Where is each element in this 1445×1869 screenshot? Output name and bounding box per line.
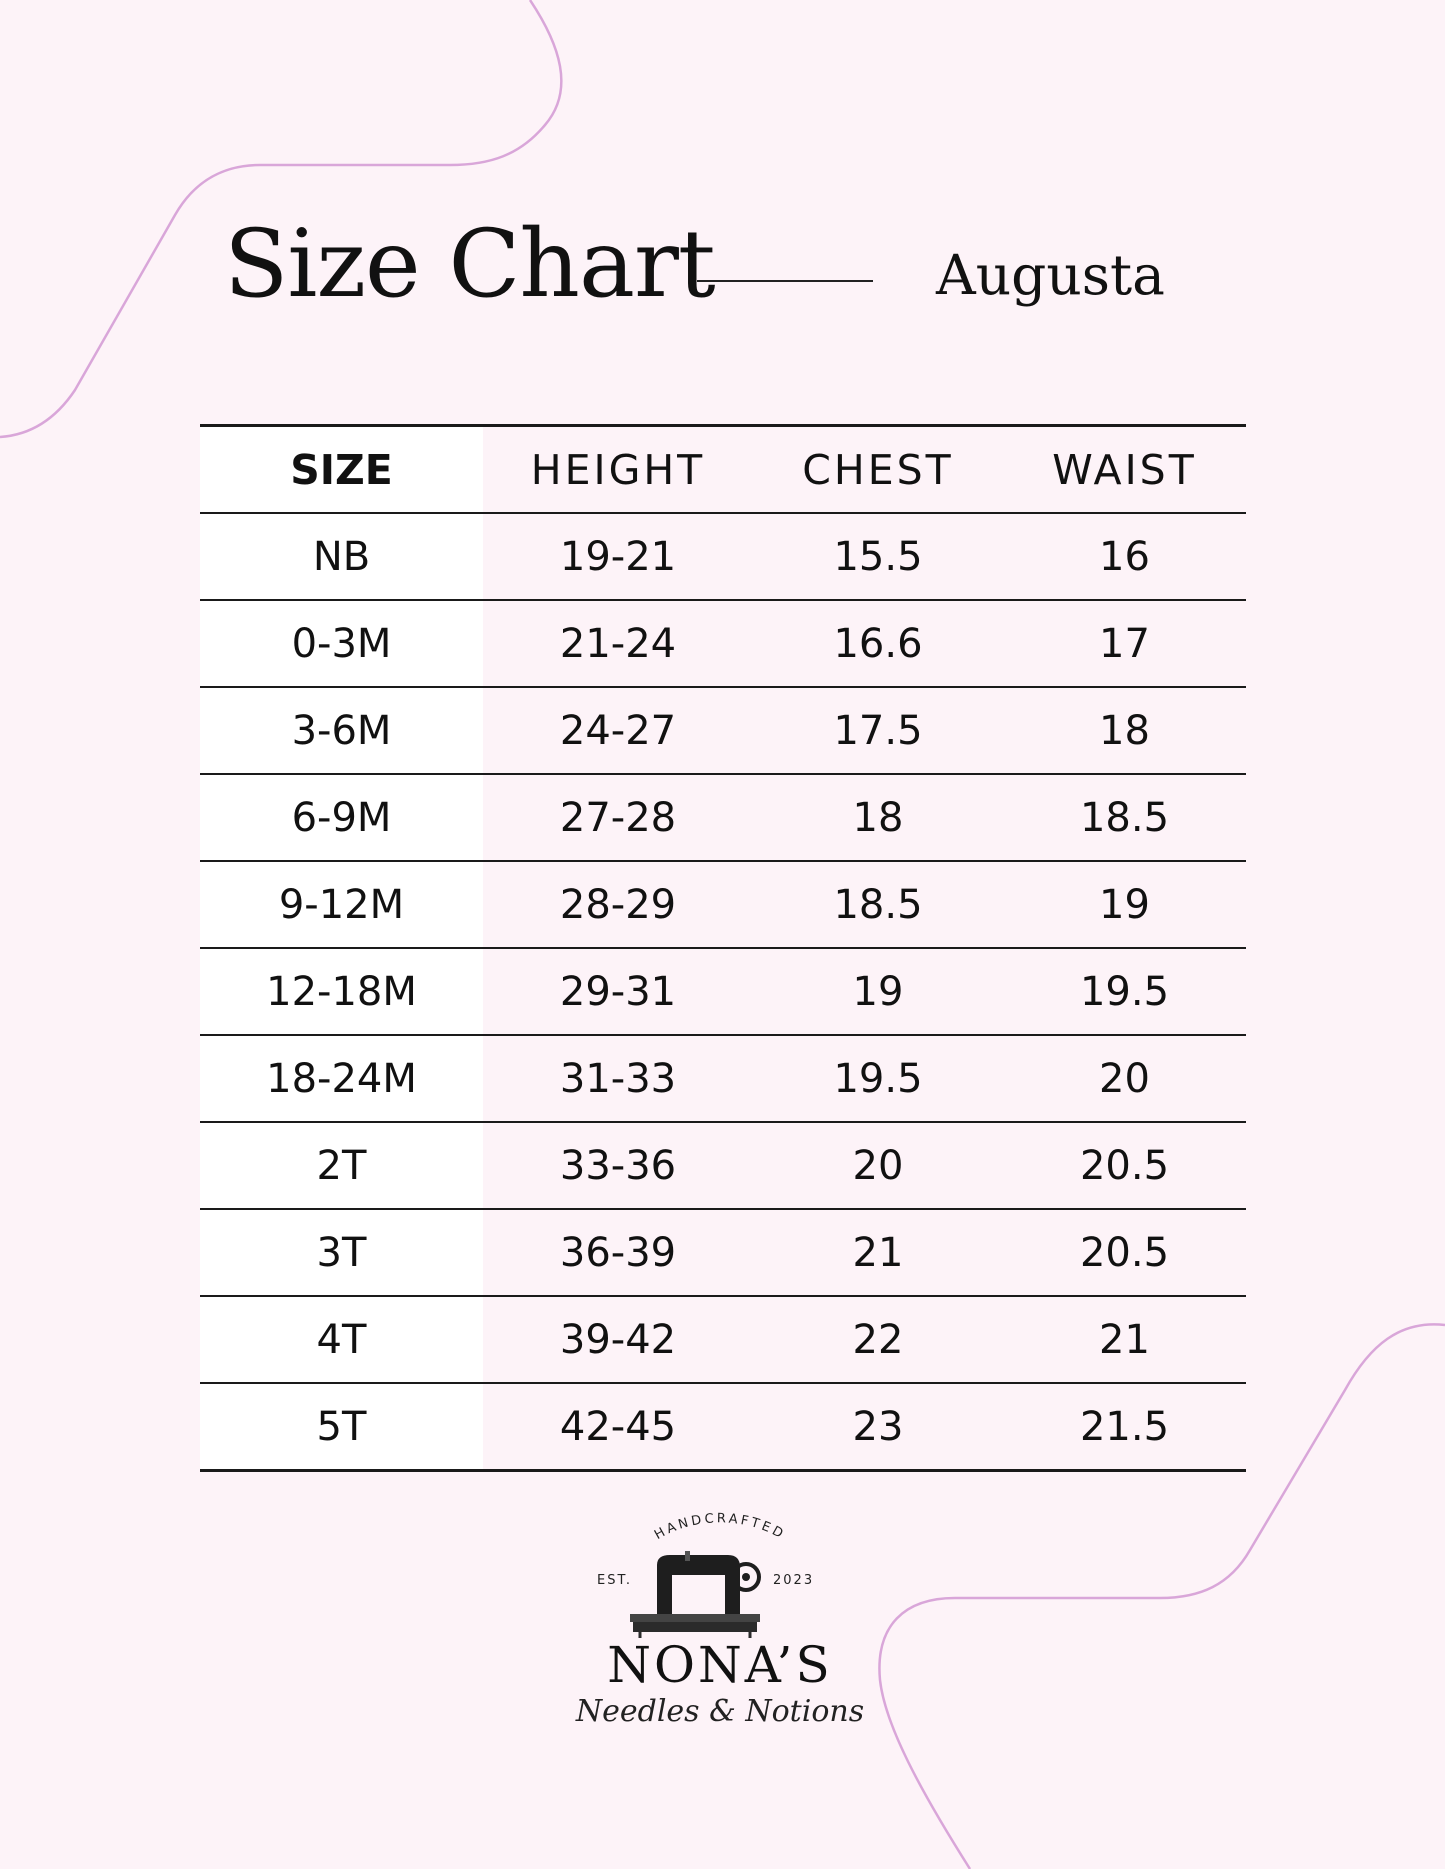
chest-cell: 23 (753, 1383, 1003, 1471)
table-row (200, 774, 1246, 861)
logo-arc-text: HANDCRAFTED (652, 1511, 788, 1544)
size-cell: 18-24M (200, 1035, 483, 1122)
size-cell: 3-6M (200, 687, 483, 774)
table-row (200, 948, 1246, 1035)
size-cell: 0-3M (200, 600, 483, 687)
size-cell: 3T (200, 1209, 483, 1296)
height-cell: 21-24 (483, 600, 753, 687)
height-cell: 27-28 (483, 774, 753, 861)
height-cell: 28-29 (483, 861, 753, 948)
size-cell: 12-18M (200, 948, 483, 1035)
page-title: Size Chart (224, 210, 715, 319)
table-row (200, 600, 1246, 687)
column-header-size: SIZE (200, 426, 483, 514)
height-cell: 39-42 (483, 1296, 753, 1383)
height-cell: 31-33 (483, 1035, 753, 1122)
size-cell: 4T (200, 1296, 483, 1383)
table-row (200, 861, 1246, 948)
sewing-machine-icon (630, 1551, 760, 1638)
height-cell: 29-31 (483, 948, 753, 1035)
size-cell: 5T (200, 1383, 483, 1471)
height-cell: 19-21 (483, 513, 753, 600)
column-header-chest: CHEST (753, 426, 1003, 514)
size-chart-table (200, 424, 1246, 1472)
table-row (200, 687, 1246, 774)
table-row (200, 1122, 1246, 1209)
waist-cell: 20 (1003, 1035, 1246, 1122)
chest-cell: 20 (753, 1122, 1003, 1209)
table-header-row (200, 426, 1246, 514)
table-row (200, 1296, 1246, 1383)
table-row (200, 1383, 1246, 1471)
size-cell: NB (200, 513, 483, 600)
logo-year: 2023 (773, 1573, 815, 1588)
chest-cell: 17.5 (753, 687, 1003, 774)
chest-cell: 19.5 (753, 1035, 1003, 1122)
waist-cell: 20.5 (1003, 1122, 1246, 1209)
column-header-height: HEIGHT (483, 426, 753, 514)
waist-cell: 17 (1003, 600, 1246, 687)
title-divider (697, 280, 873, 282)
height-cell: 36-39 (483, 1209, 753, 1296)
chest-cell: 16.6 (753, 600, 1003, 687)
chest-cell: 21 (753, 1209, 1003, 1296)
waist-cell: 18.5 (1003, 774, 1246, 861)
logo-est-label: EST. (597, 1573, 632, 1588)
height-cell: 24-27 (483, 687, 753, 774)
height-cell: 42-45 (483, 1383, 753, 1471)
chest-cell: 19 (753, 948, 1003, 1035)
waist-cell: 20.5 (1003, 1209, 1246, 1296)
chest-cell: 15.5 (753, 513, 1003, 600)
brand-name: NONA’S (607, 1636, 833, 1694)
chest-cell: 18.5 (753, 861, 1003, 948)
table-row (200, 513, 1246, 600)
height-cell: 33-36 (483, 1122, 753, 1209)
product-name: Augusta (936, 243, 1165, 307)
waist-cell: 19.5 (1003, 948, 1246, 1035)
chest-cell: 18 (753, 774, 1003, 861)
waist-cell: 21 (1003, 1296, 1246, 1383)
waist-cell: 18 (1003, 687, 1246, 774)
chest-cell: 22 (753, 1296, 1003, 1383)
waist-cell: 19 (1003, 861, 1246, 948)
table-row (200, 1035, 1246, 1122)
waist-cell: 21.5 (1003, 1383, 1246, 1471)
size-cell: 6-9M (200, 774, 483, 861)
size-cell: 9-12M (200, 861, 483, 948)
column-header-waist: WAIST (1003, 426, 1246, 514)
waist-cell: 16 (1003, 513, 1246, 600)
table-row (200, 1209, 1246, 1296)
size-cell: 2T (200, 1122, 483, 1209)
brand-tagline: Needles & Notions (575, 1694, 865, 1729)
